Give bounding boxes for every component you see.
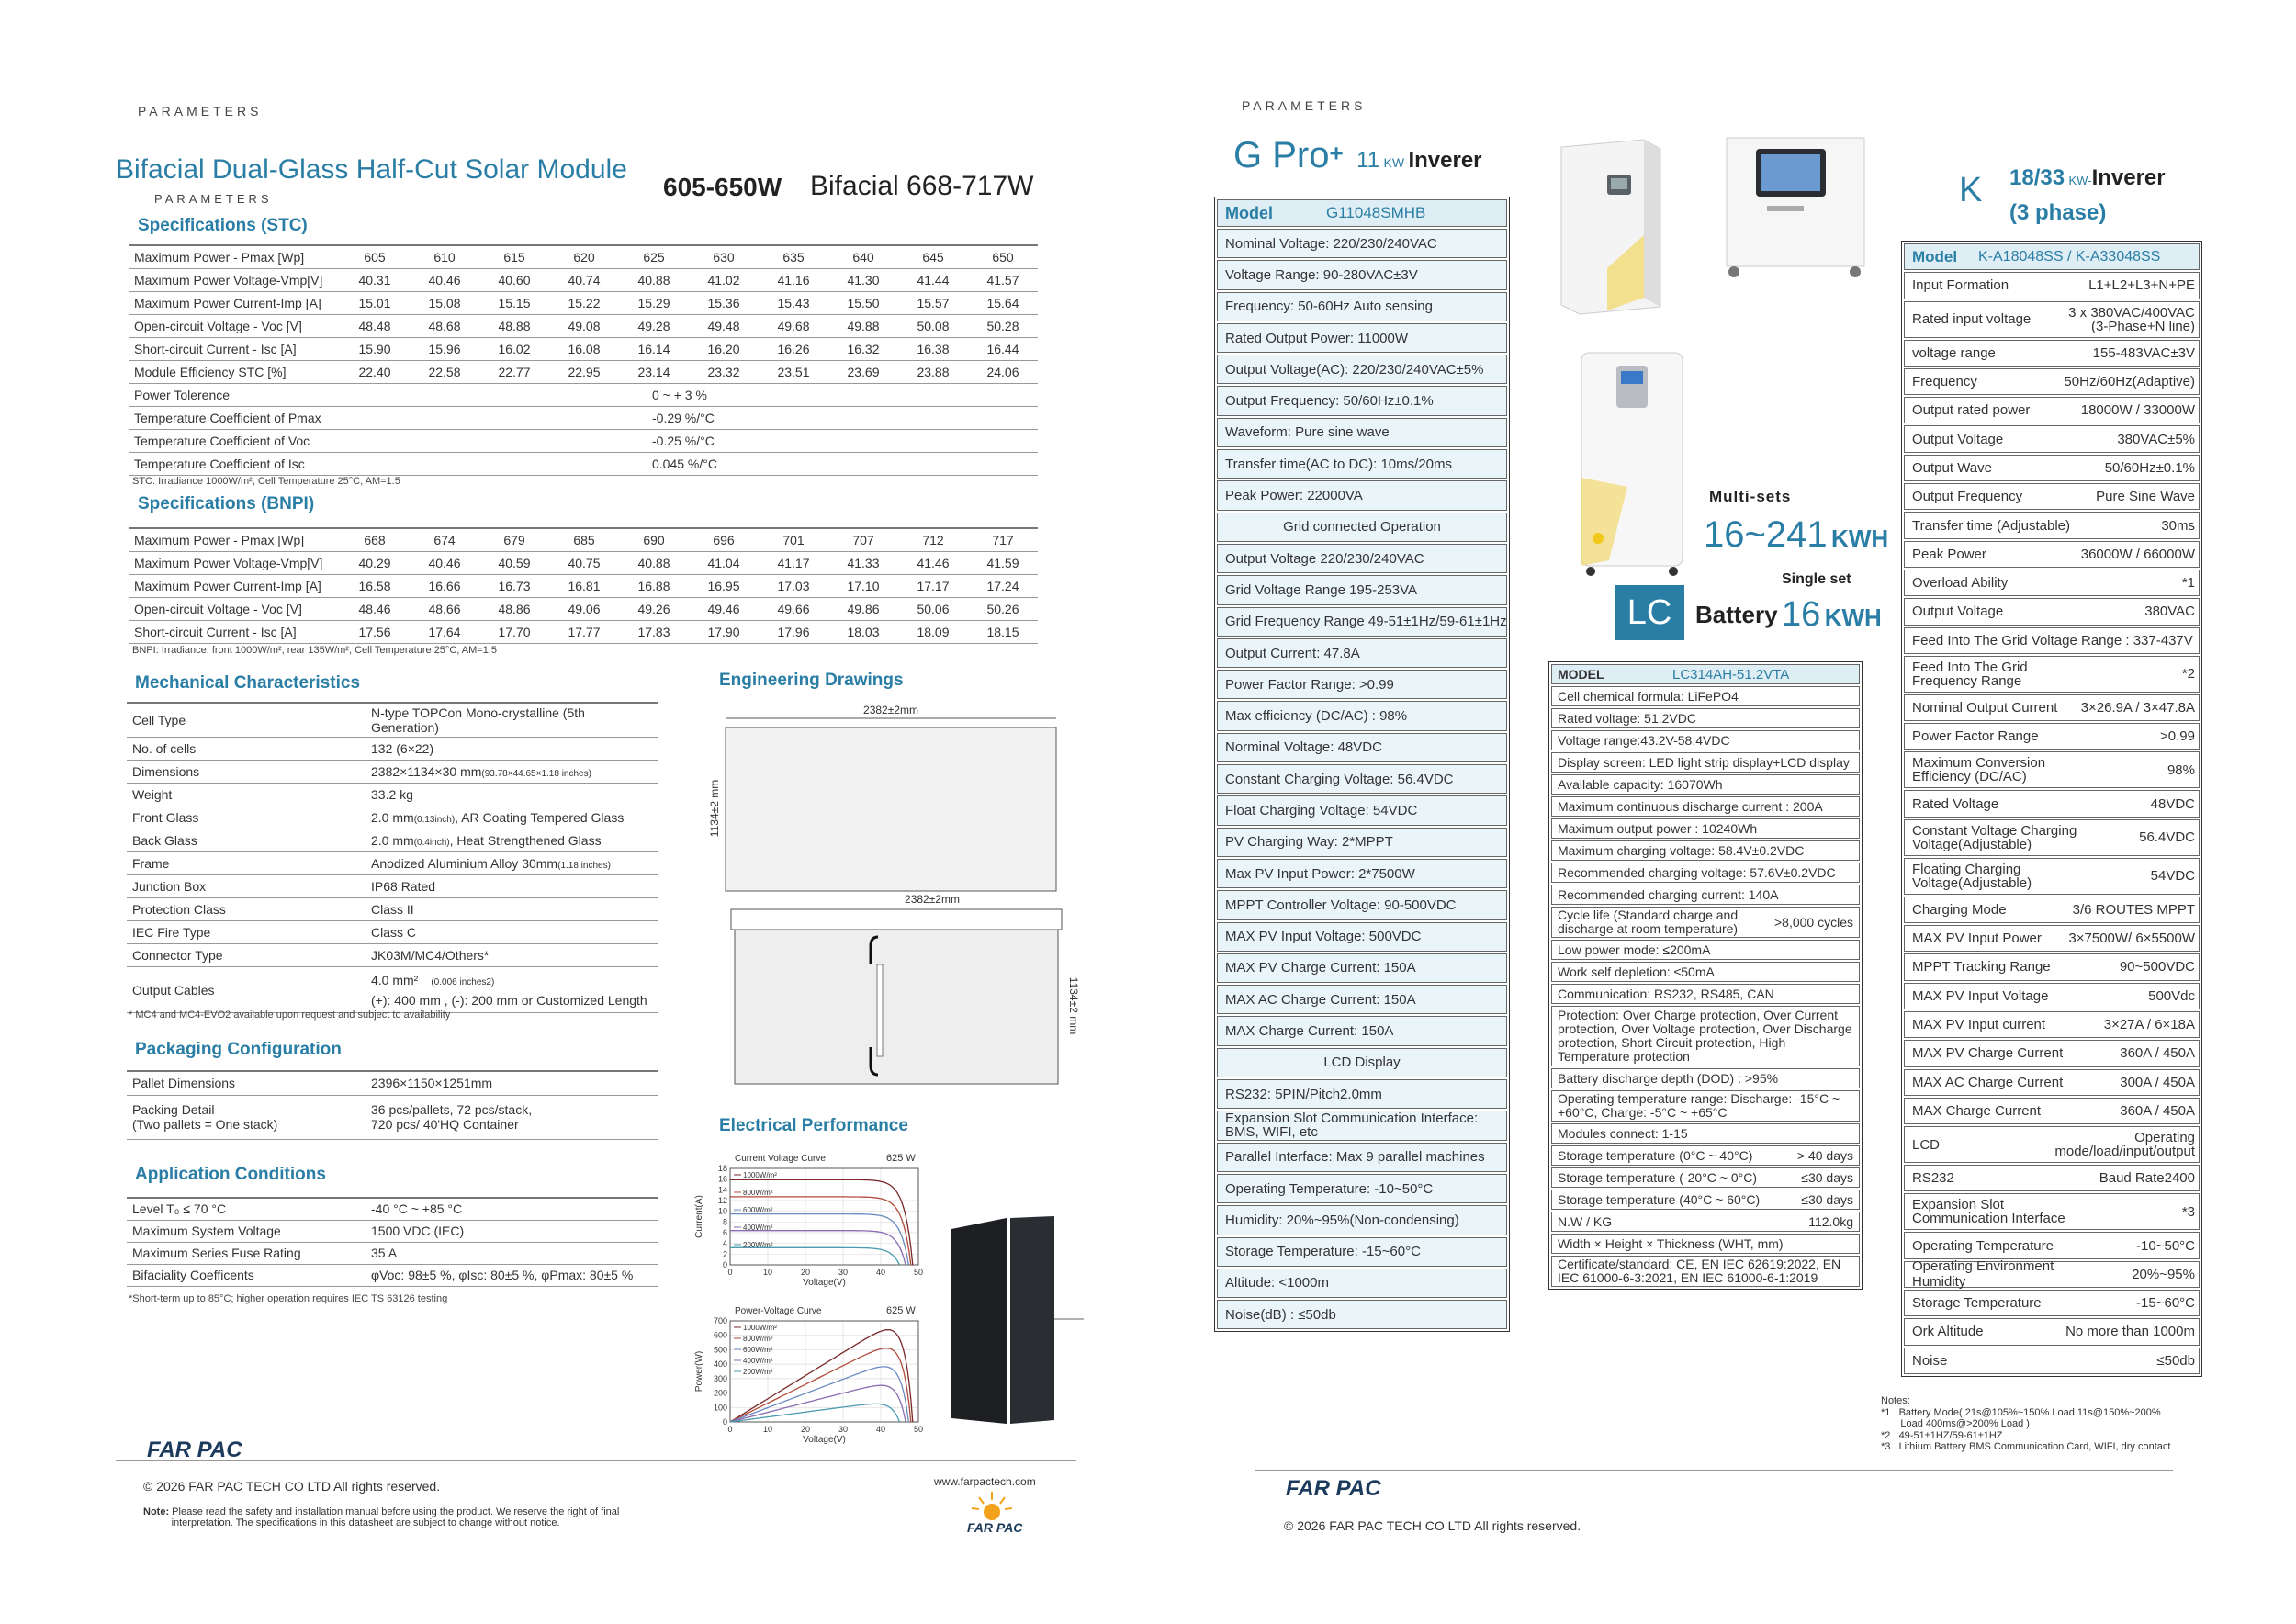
mech-title: Mechanical Characteristics	[135, 673, 361, 693]
svg-text:2382±2mm: 2382±2mm	[905, 893, 960, 906]
section-label-right: PARAMETERS	[1242, 98, 1367, 113]
k-note: *3 Lithium Battery BMS Communication Card, WIFI, dry contact	[1881, 1441, 2171, 1452]
k-heading: 18/33 KW-Inverer	[2009, 165, 2166, 190]
k-spec-row: Storage Temperature -15~60°C	[1904, 1290, 2200, 1316]
app-title: Application Conditions	[135, 1165, 326, 1184]
copyright-right: © 2026 FAR PAC TECH CO LTD All rights reserved.	[1284, 1518, 1581, 1533]
k-spec-row: Frequency 50Hz/60Hz(Adaptive)	[1904, 368, 2200, 395]
g-spec-row: LCD Display	[1217, 1048, 1507, 1077]
stc-single-row: Temperature Coefficient of Voc -0.25 %/°C	[129, 429, 1038, 452]
battery-spec-row: Cell chemical formula: LiFePO4	[1551, 686, 1860, 706]
g-spec-row: Humidity: 20%~95%(Non-condensing)	[1217, 1205, 1507, 1235]
y-tick-label: 200	[713, 1388, 727, 1398]
mech-row: Connector Type JK03M/MC4/Others*	[127, 944, 658, 967]
k-spec-row: Charging Mode 3/6 ROUTES MPPT	[1904, 897, 2200, 923]
g-spec-row: Power Factor Range: >0.99	[1217, 670, 1507, 699]
battery-spec-row: Battery discharge depth (DOD) : >95%	[1551, 1068, 1860, 1088]
mech-row: Back Glass 2.0 mm(0.4inch), Heat Strengthened Glass	[127, 829, 658, 852]
single-kwh: 16 KWH	[1782, 595, 1882, 634]
bnpi-row: Maximum Power Current-Imp [A] 16.58 16.66 16.73 16.81 16.88 16.95 17.03 17.10 17.17 17.24	[129, 574, 1038, 597]
k-spec-row: MAX PV Charge Current 360A / 450A	[1904, 1040, 2200, 1066]
g-spec-row: Grid connected Operation	[1217, 513, 1507, 542]
k-spec-row: Operating Environment Humidity 20%~95%	[1904, 1261, 2200, 1288]
k-spec-row: Transfer time (Adjustable) 30ms	[1904, 512, 2200, 538]
g-spec-row: Noise(dB) : ≤50db	[1217, 1300, 1507, 1329]
g-spec-row: Grid Voltage Range 195-253VA	[1217, 575, 1507, 604]
k-spec-row: Nominal Output Current 3×26.9A / 3×47.8A	[1904, 694, 2200, 721]
g-spec-row: Max PV Input Power: 2*7500W	[1217, 859, 1507, 888]
battery-spec-row: Work self depletion: ≤50mA	[1551, 962, 1860, 982]
website-link[interactable]: www.farpactech.com	[934, 1475, 1036, 1488]
plot-frame	[730, 1168, 918, 1265]
y-tick-label: 500	[713, 1345, 727, 1355]
bnpi-row: Maximum Power - Pmax [Wp] 668 674 679 685 690 696 701 707 712 717	[129, 528, 1038, 551]
x-tick-label: 30	[838, 1425, 849, 1434]
g-spec-row: MPPT Controller Voltage: 90-500VDC	[1217, 890, 1507, 919]
x-tick-label: 40	[875, 1268, 886, 1277]
x-tick-label: 0	[727, 1425, 733, 1434]
power-range: 605-650W	[663, 173, 782, 201]
k-note: *2 49-51±1HZ/59-61±1HZ	[1881, 1429, 2003, 1441]
stc-row: Maximum Power - Pmax [Wp] 605 610 615 620 625 630 635 640 645 650	[129, 245, 1038, 268]
battery-spec-row: Display screen: LED light strip display+LCD display	[1551, 752, 1860, 773]
stc-note: STC: Irradiance 1000W/m², Cell Temperature 25°C, AM=1.5	[132, 476, 400, 487]
g-spec-row: Parallel Interface: Max 9 parallel machines	[1217, 1143, 1507, 1172]
legend-entry: 1000W/m²	[743, 1324, 777, 1332]
mech-row: Frame Anodized Aluminium Alloy 30mm(1.18 inches)	[127, 852, 658, 875]
k-spec-row: RS232 Baud Rate2400	[1904, 1165, 2200, 1191]
mech-row: Weight 33.2 kg	[127, 784, 658, 806]
legend-entry: 600W/m²	[743, 1346, 773, 1354]
stc-single-row: Temperature Coefficient of Isc 0.045 %/°C	[129, 452, 1038, 475]
k-note: Load 400ms@>200% Load )	[1881, 1418, 2030, 1429]
k-spec-row: Noise ≤50db	[1904, 1348, 2200, 1374]
single-set-label: Single set	[1782, 571, 1851, 587]
stc-row: Module Efficiency STC [%] 22.40 22.58 22.77 22.95 23.14 23.32 23.51 23.69 23.88 24.06	[129, 360, 1038, 383]
g-spec-row: Altitude: <1000m	[1217, 1269, 1507, 1298]
k-spec-row: Expansion Slot Communication Interface *3	[1904, 1193, 2200, 1230]
y-tick-label: 8	[722, 1217, 727, 1227]
bnpi-title: Specifications (BNPI)	[138, 494, 315, 513]
k-model-row: Model K-A18048SS / K-A33048SS	[1904, 243, 2200, 270]
mech-row: Junction Box IP68 Rated	[127, 875, 658, 898]
k-spec-row: Operating Temperature -10~50°C	[1904, 1232, 2200, 1258]
engineering-drawings	[707, 698, 1080, 1102]
battery-label: Battery	[1695, 601, 1778, 628]
battery-spec-row: Modules connect: 1-15	[1551, 1123, 1860, 1144]
battery-spec-row: Communication: RS232, RS485, CAN	[1551, 984, 1860, 1004]
k-spec-row: Overload Ability *1	[1904, 570, 2200, 596]
battery-spec-row: Maximum output power : 10240Wh	[1551, 818, 1860, 839]
battery-image	[1572, 349, 1692, 579]
stc-row: Maximum Power Current-Imp [A] 15.01 15.08 15.15 15.22 15.29 15.36 15.43 15.50 15.57 15.64	[129, 291, 1038, 314]
bnpi-table	[129, 527, 1038, 644]
g-spec-row: Frequency: 50-60Hz Auto sensing	[1217, 292, 1507, 321]
app-row: Level T₀ ≤ 70 °C -40 °C ~ +85 °C	[127, 1198, 658, 1220]
x-tick-label: 10	[762, 1425, 773, 1434]
x-tick-label: 50	[913, 1268, 924, 1277]
pv-curve-chart	[689, 1303, 937, 1459]
g-spec-row: MAX PV Charge Current: 150A	[1217, 953, 1507, 983]
y-axis-label: Power(W)	[694, 1350, 704, 1393]
k-note: *1 Battery Mode( 21s@105%~150% Load 11s@150%~200%	[1881, 1406, 2161, 1418]
g-pro-spec-box	[1214, 197, 1510, 1332]
copyright: © 2026 FAR PAC TECH CO LTD All rights reserved.	[143, 1479, 441, 1494]
bnpi-row: Maximum Power Voltage-Vmp[V] 40.29 40.46 40.59 40.75 40.88 41.04 41.17 41.33 41.46 41.59	[129, 551, 1038, 574]
lc-badge: LC	[1615, 585, 1684, 640]
k-spec-row: Output Wave 50/60Hz±0.1%	[1904, 455, 2200, 481]
k-spec-row: Feed Into The Grid Frequency Range *2	[1904, 656, 2200, 693]
y-tick-label: 6	[722, 1228, 727, 1237]
mech-row: Cell Type N-type TOPCon Mono-crystalline (5th Generation)	[127, 703, 658, 738]
pack-title: Packaging Configuration	[135, 1040, 342, 1059]
eng-title: Engineering Drawings	[719, 671, 904, 690]
k-spec-row: voltage range 155-483VAC±3V	[1904, 340, 2200, 367]
k-spec-row: Output Frequency Pure Sine Wave	[1904, 483, 2200, 510]
g-spec-row: Peak Power: 22000VA	[1217, 480, 1507, 510]
y-tick-label: 10	[717, 1206, 727, 1216]
svg-text:1134±2 mm: 1134±2 mm	[708, 779, 721, 838]
battery-spec-row: Cycle life (Standard charge and discharge at room temperature) >8,000 cycles	[1551, 907, 1860, 938]
app-note: *Short-term up to 85°C; higher operation requires IEC TS 63126 testing	[129, 1293, 448, 1304]
battery-spec-row: Recommended charging voltage: 57.6V±0.2VDC	[1551, 863, 1860, 883]
mech-row: Protection Class Class II	[127, 898, 658, 921]
legend-entry: 400W/m²	[743, 1357, 773, 1365]
stc-table	[129, 244, 1038, 476]
mech-row: No. of cells 132 (6×22)	[127, 738, 658, 761]
stc-row: Maximum Power Voltage-Vmp[V] 40.31 40.46 40.60 40.74 40.88 41.02 41.16 41.30 41.44 41.57	[129, 268, 1038, 291]
multi-range: 16~241 KWH	[1704, 514, 1889, 555]
bnpi-row: Open-circuit Voltage - Voc [V] 48.46 48.66 48.86 49.06 49.26 49.46 49.66 49.86 50.06 50.26	[129, 597, 1038, 620]
g-spec-row: MAX PV Input Voltage: 500VDC	[1217, 922, 1507, 952]
battery-spec-row: Storage temperature (0°C ~ 40°C) > 40 days	[1551, 1145, 1860, 1166]
battery-spec-row: Certificate/standard: CE, EN IEC 62619:2022, EN IEC 61000-6-3:2021, EN IEC 61000-6-1:2019	[1551, 1256, 1860, 1287]
x-tick-label: 30	[838, 1268, 849, 1277]
stc-single-row: Power Tolerence 0 ~ + 3 %	[129, 383, 1038, 406]
k-spec-row: MAX PV Input current 3×27A / 6×18A	[1904, 1011, 2200, 1038]
k-spec-row: Input Formation L1+L2+L3+N+PE	[1904, 272, 2200, 299]
g-spec-row: Output Voltage(AC): 220/230/240VAC±5%	[1217, 355, 1507, 384]
g-spec-row: MAX Charge Current: 150A	[1217, 1016, 1507, 1045]
y-tick-label: 300	[713, 1373, 727, 1383]
k-spec-row: MAX PV Input Voltage 500Vdc	[1904, 983, 2200, 1009]
g-spec-row: Voltage Range: 90-280VAC±3V	[1217, 260, 1507, 289]
k-phase: (3 phase)	[2009, 200, 2107, 225]
y-tick-label: 4	[722, 1238, 727, 1248]
legend-entry: 600W/m²	[743, 1206, 773, 1214]
stc-single-row: Temperature Coefficient of Pmax -0.29 %/°C	[129, 406, 1038, 429]
g-pro-inverter-image	[1552, 140, 1671, 314]
chart-title: Current Voltage Curve	[735, 1154, 826, 1164]
svg-text:1134±2 mm: 1134±2 mm	[1067, 976, 1080, 1035]
stc-row: Open-circuit Voltage - Voc [V] 48.48 48.68 48.88 49.08 49.28 49.48 49.68 49.88 50.08 50.28	[129, 314, 1038, 337]
legend-entry: 200W/m²	[743, 1241, 773, 1249]
mech-row: IEC Fire Type Class C	[127, 921, 658, 944]
bifacial-range: Bifacial 668-717W	[810, 171, 1034, 201]
legend-entry: 800W/m²	[743, 1335, 773, 1343]
battery-spec-row: Available capacity: 16070Wh	[1551, 774, 1860, 795]
stc-row: Short-circuit Current - Isc [A] 15.90 15.96 16.02 16.08 16.14 16.20 16.26 16.32 16.38 16.44	[129, 337, 1038, 360]
g-spec-row: Expansion Slot Communication Interface: BMS, WIFI, etc	[1217, 1111, 1507, 1140]
sun-logo-icon	[964, 1490, 1019, 1514]
battery-spec-row: Width × Height × Thickness (WHT, mm)	[1551, 1234, 1860, 1254]
bnpi-row: Short-circuit Current - Isc [A] 17.56 17.64 17.70 17.77 17.83 17.90 17.96 18.03 18.09 18.15	[129, 620, 1038, 643]
battery-spec-box	[1548, 661, 1863, 1290]
x-tick-label: 40	[875, 1425, 886, 1434]
g-spec-row: Constant Charging Voltage: 56.4VDC	[1217, 764, 1507, 794]
k-spec-row: MAX PV Input Power 3×7500W/ 6×5500W	[1904, 925, 2200, 952]
x-tick-label: 0	[727, 1268, 733, 1277]
stc-title: Specifications (STC)	[138, 216, 308, 235]
legend-entry: 400W/m²	[743, 1224, 773, 1232]
chart-title: Power-Voltage Curve	[735, 1306, 822, 1316]
legend-entry: 800W/m²	[743, 1189, 773, 1197]
y-tick-label: 12	[717, 1196, 727, 1205]
mech-note: * MC4 and MC4-EVO2 available upon request and subject to availability	[129, 1009, 451, 1021]
x-tick-label: 20	[800, 1425, 811, 1434]
k-spec-row: Floating Charging Voltage(Adjustable) 54VDC	[1904, 858, 2200, 895]
k-spec-row: Ork Altitude No more than 1000m	[1904, 1318, 2200, 1345]
g-spec-row: Storage Temperature: -15~60°C	[1217, 1237, 1507, 1267]
battery-spec-row: Storage temperature (-20°C ~ 0°C) ≤30 days	[1551, 1167, 1860, 1188]
chart-title-right: 625 W	[886, 1305, 916, 1316]
g-pro-heading: G Pro+ 11 KW-Inverer	[1233, 135, 1482, 175]
iv-curve-chart	[689, 1150, 937, 1297]
k-brand: K	[1959, 171, 1983, 209]
k-spec-row: MPPT Tracking Range 90~500VDC	[1904, 953, 2200, 980]
g-spec-row: Rated Output Power: 11000W	[1217, 323, 1507, 353]
farpac-logo: FAR PAC	[147, 1438, 242, 1462]
pack-table: Pallet Dimensions 2396×1150×1251mm Packing Detail (Two pallets = One stack) 36 pcs/pallets, 72 pcs/stack, 720 pcs/ 40'HQ Container	[127, 1070, 658, 1140]
battery-spec-row: Rated voltage: 51.2VDC	[1551, 708, 1860, 728]
disclaimer-note: Note: Please read the safety and installation manual before using the product. We reserve the right of final interpretation. The specifications in this datasheet are subject to change without notice.	[143, 1506, 620, 1528]
k-spec-row: Maximum Conversion Efficiency (DC/AC) 98%	[1904, 751, 2200, 788]
k-spec-row: Constant Voltage Charging Voltage(Adjustable) 56.4VDC	[1904, 819, 2200, 856]
y-tick-label: 0	[722, 1260, 727, 1269]
section-label: PARAMETERS	[138, 104, 263, 118]
g-spec-row: Max efficiency (DC/AC) : 98%	[1217, 701, 1507, 730]
y-tick-label: 18	[717, 1164, 727, 1173]
g-spec-row: Output Frequency: 50/60Hz±0.1%	[1217, 386, 1507, 415]
g-spec-row: Output Current: 47.8A	[1217, 638, 1507, 668]
battery-spec-row: Maximum continuous discharge current : 200A	[1551, 796, 1860, 817]
app-row: Maximum System Voltage 1500 VDC (IEC)	[127, 1220, 658, 1242]
k-spec-row: Power Factor Range >0.99	[1904, 723, 2200, 750]
battery-spec-row: Maximum charging voltage: 58.4V±0.2VDC	[1551, 840, 1860, 861]
farpac-logo-right: FAR PAC	[1286, 1476, 1381, 1501]
mech-row: Front Glass 2.0 mm(0.13inch), AR Coating Tempered Glass	[127, 806, 658, 829]
g-model-row: Model G11048SMHB	[1217, 199, 1507, 227]
battery-spec-row: Voltage range:43.2V-58.4VDC	[1551, 730, 1860, 750]
y-axis-label: Current(A)	[694, 1195, 704, 1238]
g-spec-row: RS232: 5PIN/Pitch2.0mm	[1217, 1079, 1507, 1109]
battery-model-row: MODEL LC314AH-51.2VTA	[1551, 664, 1860, 684]
y-tick-label: 700	[713, 1316, 727, 1325]
g-spec-row: MAX AC Charge Current: 150A	[1217, 985, 1507, 1014]
chart-title-right: 625 W	[886, 1153, 916, 1164]
multi-sets-label: Multi-sets	[1709, 488, 1792, 505]
k-spec-row: Feed Into The Grid Voltage Range : 337-437V	[1904, 627, 2200, 654]
k-spec-row: MAX Charge Current 360A / 450A	[1904, 1098, 2200, 1124]
mech-row: Dimensions 2382×1134×30 mm(93.78×44.65×1.18 inches)	[127, 761, 658, 784]
elec-title: Electrical Performance	[719, 1116, 908, 1135]
k-spec-row: Peak Power 36000W / 66000W	[1904, 541, 2200, 568]
g-spec-row: Waveform: Pure sine wave	[1217, 418, 1507, 447]
k-spec-row: Output rated power 18000W / 33000W	[1904, 397, 2200, 423]
x-axis-label: Voltage(V)	[803, 1278, 846, 1288]
bnpi-note: BNPI: Irradiance: front 1000W/m², rear 135W/m², Cell Temperature 25°C, AM=1.5	[132, 645, 497, 656]
k-spec-row: Output Voltage 380VAC±5%	[1904, 425, 2200, 452]
x-tick-label: 50	[913, 1425, 924, 1434]
footer-rule-right	[1255, 1470, 2173, 1471]
mech-table	[127, 702, 658, 1013]
y-tick-label: 600	[713, 1330, 727, 1340]
g-spec-row: Norminal Voltage: 48VDC	[1217, 733, 1507, 762]
legend-entry: 1000W/m²	[743, 1171, 777, 1179]
g-spec-row: Nominal Voltage: 220/230/240VAC	[1217, 229, 1507, 258]
battery-spec-row: Recommended charging current: 140A	[1551, 885, 1860, 905]
battery-spec-row: Low power mode: ≤200mA	[1551, 940, 1860, 960]
k-spec-row: LCD Operating mode/load/input/output	[1904, 1126, 2200, 1163]
battery-spec-row: Protection: Over Charge protection, Over Current protection, Over Voltage protection, Over Discharge protection, Short Circuit protection, High Temperature protection	[1551, 1006, 1860, 1066]
g-spec-row: Transfer time(AC to DC): 10ms/20ms	[1217, 449, 1507, 479]
y-tick-label: 400	[713, 1359, 727, 1370]
k-spec-row: Rated input voltage 3 x 380VAC/400VAC (3-Phase+N line)	[1904, 301, 2200, 338]
g-spec-row: Output Voltage 220/230/240VAC	[1217, 544, 1507, 573]
mech-row-cables: Output Cables 4.0 mm² (0.006 inches2) (+): 400 mm , (-): 200 mm or Customized Length	[127, 967, 658, 1013]
x-axis-label: Voltage(V)	[803, 1435, 846, 1445]
k-note: Notes:	[1881, 1395, 1910, 1406]
legend-entry: 200W/m²	[743, 1368, 773, 1376]
g-spec-row: Float Charging Voltage: 54VDC	[1217, 795, 1507, 825]
sub-label: PARAMETERS	[154, 192, 273, 206]
page-title: Bifacial Dual-Glass Half-Cut Solar Module	[116, 154, 627, 185]
k-spec-row: Output Voltage 380VAC	[1904, 598, 2200, 625]
battery-spec-row: Storage temperature (40°C ~ 60°C) ≤30 days	[1551, 1190, 1860, 1210]
svg-text:2382±2mm: 2382±2mm	[863, 704, 918, 716]
g-spec-row: Grid Frequency Range 49-51±1Hz/59-61±1Hz	[1217, 607, 1507, 637]
y-tick-label: 2	[722, 1249, 727, 1259]
k-notes	[1881, 1395, 2170, 1453]
battery-spec-row: Operating temperature range: Discharge: -15°C ~ +60°C, Charge: -5°C ~ +65°C	[1551, 1090, 1860, 1122]
g-spec-row: PV Charging Way: 2*MPPT	[1217, 828, 1507, 857]
series-line	[730, 1214, 908, 1265]
y-tick-label: 14	[717, 1185, 727, 1195]
x-tick-label: 10	[762, 1268, 773, 1277]
footer-rule	[116, 1460, 1076, 1461]
app-row: Maximum Series Fuse Rating 35 A	[127, 1242, 658, 1264]
app-table	[127, 1197, 658, 1287]
battery-spec-row: N.W / KG 112.0kg	[1551, 1212, 1860, 1232]
k-spec-row: MAX AC Charge Current 300A / 450A	[1904, 1069, 2200, 1096]
y-tick-label: 100	[713, 1403, 727, 1413]
series-line	[730, 1247, 900, 1265]
y-tick-label: 0	[722, 1417, 727, 1427]
y-tick-label: 16	[717, 1174, 727, 1184]
x-tick-label: 20	[800, 1268, 811, 1277]
farpac-logo-small: FAR PAC	[967, 1520, 1023, 1535]
k-inverter-image	[1721, 134, 1868, 283]
k-spec-row: Rated Voltage 48VDC	[1904, 790, 2200, 817]
k-spec-box	[1901, 241, 2202, 1377]
solar-panel-photo	[946, 1211, 1084, 1431]
app-row: Bifaciality Coefficents φVoc: 98±5 %, φIsc: 80±5 %, φPmax: 80±5 %	[127, 1264, 658, 1286]
g-spec-row: Operating Temperature: -10~50°C	[1217, 1174, 1507, 1203]
